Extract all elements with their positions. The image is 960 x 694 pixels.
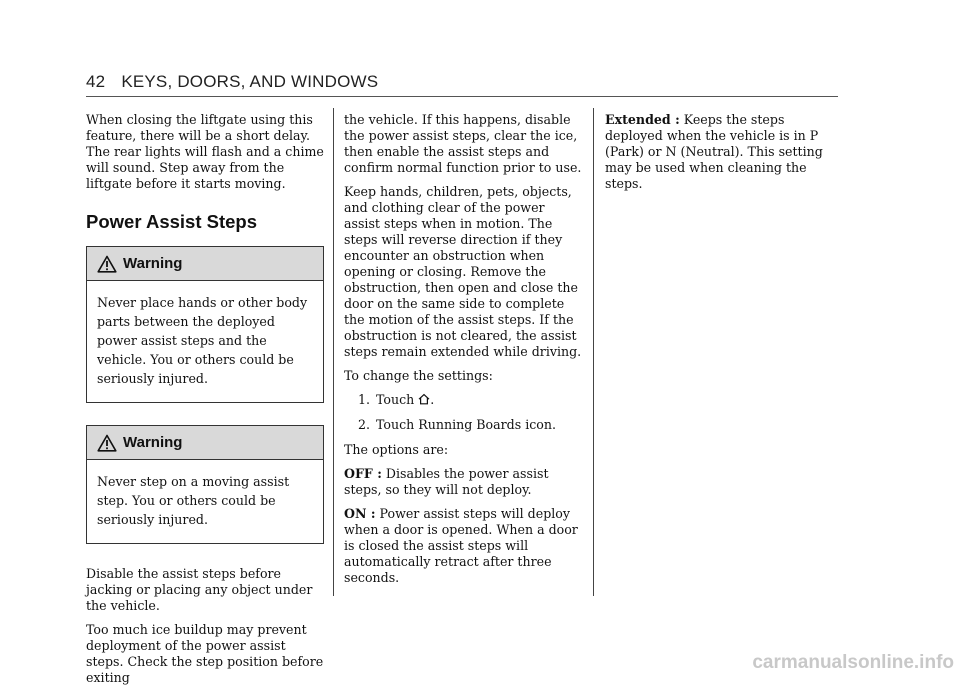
home-icon <box>418 393 430 405</box>
column-2 <box>344 112 582 594</box>
option-term: Extended : <box>605 112 680 127</box>
ice-paragraph: Too much ice buildup may prevent deployment of the power assist steps. Check the step position before exiting <box>86 622 324 685</box>
options-intro: The options are: <box>344 442 449 457</box>
warning-header-2 <box>87 426 323 460</box>
chapter-title: KEYS, DOORS, AND WINDOWS <box>121 72 379 91</box>
option-term: OFF : <box>344 466 382 481</box>
step-number: 2. <box>357 417 370 432</box>
warning-text-2: Never step on a moving assist step. You or others could be seriously injured. <box>97 474 290 527</box>
option-off <box>344 466 582 498</box>
option-description: Keeps the steps deployed when the vehicle is in P (Park) or N (Neutral). This setting may be used when cleaning the steps. <box>605 112 823 191</box>
warning-triangle-icon <box>97 434 117 452</box>
column-divider-2 <box>593 108 594 596</box>
warning-header-1 <box>87 247 323 281</box>
option-description: Disables the power assist steps, so they will not deploy. <box>344 466 549 497</box>
option-on <box>344 506 582 586</box>
warning-box-2 <box>86 425 324 544</box>
ice-paragraph-continued: the vehicle. If this happens, disable the power assist steps, clear the ice, then enable the assist steps and confirm normal function prior to use. <box>344 112 582 175</box>
warning-body-2 <box>87 460 323 543</box>
warning-box-1 <box>86 246 324 403</box>
page-number: 42 <box>86 72 106 91</box>
list-item <box>344 392 582 408</box>
warning-body-1 <box>87 281 323 402</box>
header-rule <box>86 96 838 97</box>
column-3 <box>605 112 843 200</box>
settings-intro: To change the settings: <box>344 368 493 383</box>
section-title: Power Assist Steps <box>86 211 258 232</box>
settings-steps <box>344 392 582 433</box>
warning-label-2: Warning <box>123 433 183 451</box>
option-extended <box>605 112 843 192</box>
warning-text-1: Never place hands or other body parts between the deployed power assist steps and the vehicle. You or others could be seriously injured. <box>97 295 308 386</box>
liftgate-intro-paragraph: When closing the liftgate using this feature, there will be a short delay. The rear lights will flash and a chime will sound. Step away from the liftgate before it starts moving. <box>86 112 324 191</box>
site-watermark: carmanualsonline.info <box>752 652 954 673</box>
warning-label-1: Warning <box>123 254 183 272</box>
option-description: Power assist steps will deploy when a door is opened. When a door is closed the assist steps will automatically retract after three seconds. <box>344 506 578 585</box>
step-text: Touch . <box>376 392 435 407</box>
step-text: Touch Running Boards icon. <box>376 417 556 432</box>
jacking-paragraph: Disable the assist steps before jacking or placing any object under the vehicle. <box>86 566 313 613</box>
clearance-paragraph: Keep hands, children, pets, objects, and clothing clear of the power assist steps when in motion. The steps will reverse direction if they encounter an obstruction when opening or closing. Remove the obstruction, then open and close the door on the same side to complete the motion of the assist steps. If the obstruction is not cleared, the assist steps remain extended while driving. <box>344 184 582 359</box>
column-1 <box>86 112 324 694</box>
column-divider-1 <box>333 108 334 596</box>
step-number: 1. <box>357 392 370 407</box>
list-item <box>344 417 582 433</box>
warning-triangle-icon <box>97 255 117 273</box>
option-term: ON : <box>344 506 376 521</box>
page-header <box>86 72 378 92</box>
